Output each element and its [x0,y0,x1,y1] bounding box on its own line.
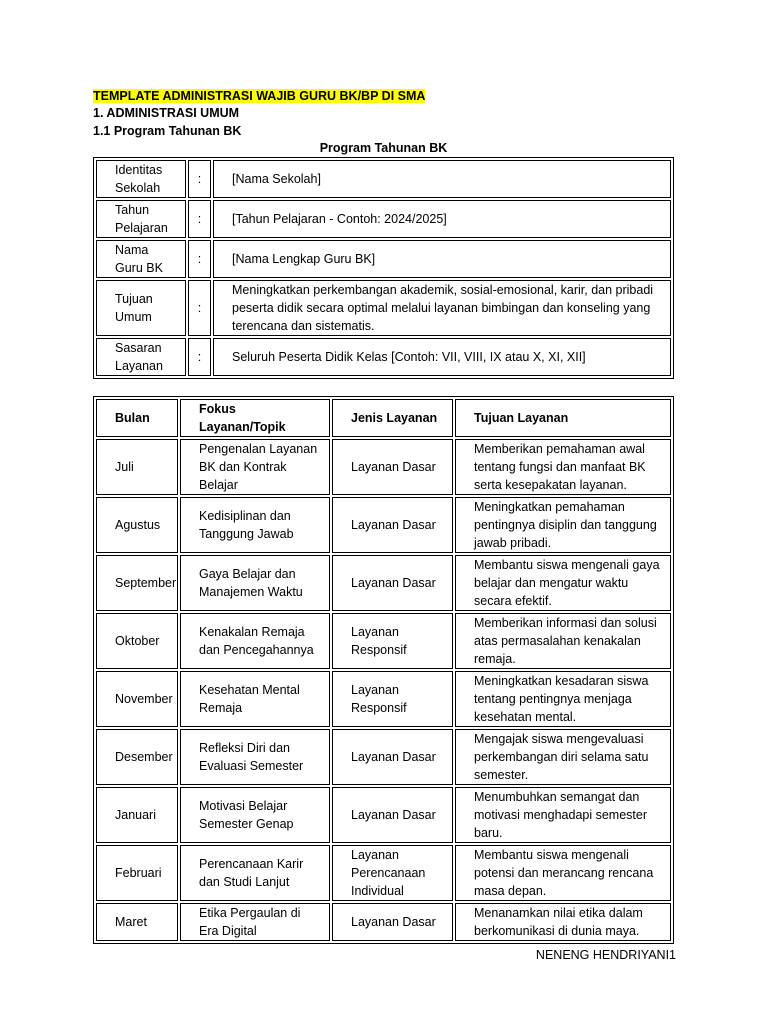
service-type-cell: Layanan Responsif [332,671,453,727]
objective-cell: Meningkatkan kesadaran siswa tentang pentingnya menjaga kesehatan mental. [455,671,671,727]
program-row [96,439,671,495]
document-title [93,88,425,104]
program-row [96,787,671,843]
program-row [96,845,671,901]
month-cell: Februari [96,845,178,901]
header-tujuan: Tujuan Layanan [455,399,671,437]
month-cell: Maret [96,903,178,941]
info-label: Nama Guru BK [96,240,186,278]
focus-cell: Etika Pergaulan di Era Digital [180,903,330,941]
info-table-body [96,160,671,376]
program-row [96,903,671,941]
service-type-cell: Layanan Dasar [332,555,453,611]
service-type-cell: Layanan Dasar [332,729,453,785]
objective-cell: Membantu siswa mengenali gaya belajar dan mengatur waktu secara efektif. [455,555,671,611]
info-colon: : [188,280,211,336]
info-value: [Nama Sekolah] [213,160,671,198]
info-label: Tujuan Umum [96,280,186,336]
program-table-header-row [96,399,671,437]
table-title: Program Tahunan BK [319,141,448,155]
objective-cell: Menanamkan nilai etika dalam berkomunikasi di dunia maya. [455,903,671,941]
info-row [96,280,671,336]
program-row [96,671,671,727]
service-type-cell: Layanan Responsif [332,613,453,669]
section-heading: 1. ADMINISTRASI UMUM [93,106,240,120]
info-colon: : [188,200,211,238]
month-cell: September [96,555,178,611]
info-value: Meningkatkan perkembangan akademik, sosial-emosional, karir, dan pribadi peserta didik secara optimal melalui layanan bimbingan dan konseling yang terencana dan sistematis. [213,280,671,336]
info-label: Identitas Sekolah [96,160,186,198]
info-colon: : [188,338,211,376]
service-type-cell: Layanan Dasar [332,497,453,553]
info-value: [Nama Lengkap Guru BK] [213,240,671,278]
focus-cell: Kedisiplinan dan Tanggung Jawab [180,497,330,553]
month-cell: Agustus [96,497,178,553]
objective-cell: Menumbuhkan semangat dan motivasi menghadapi semester baru. [455,787,671,843]
info-value: [Tahun Pelajaran - Contoh: 2024/2025] [213,200,671,238]
info-table [93,157,674,379]
header-fokus: Fokus Layanan/Topik [180,399,330,437]
focus-cell: Kenakalan Remaja dan Pencegahannya [180,613,330,669]
month-cell: Juli [96,439,178,495]
focus-cell: Pengenalan Layanan BK dan Kontrak Belajar [180,439,330,495]
program-table [93,396,674,944]
info-row [96,240,671,278]
info-value: Seluruh Peserta Didik Kelas [Contoh: VII, VIII, IX atau X, XI, XII] [213,338,671,376]
service-type-cell: Layanan Perencanaan Individual [332,845,453,901]
focus-cell: Refleksi Diri dan Evaluasi Semester [180,729,330,785]
info-row [96,200,671,238]
focus-cell: Gaya Belajar dan Manajemen Waktu [180,555,330,611]
month-cell: Januari [96,787,178,843]
header-bulan: Bulan [96,399,178,437]
program-row [96,729,671,785]
info-colon: : [188,160,211,198]
info-row [96,160,671,198]
info-row [96,338,671,376]
focus-cell: Kesehatan Mental Remaja [180,671,330,727]
footer-author: NENENG HENDRIYANI1 [535,948,676,962]
objective-cell: Membantu siswa mengenali potensi dan merancang rencana masa depan. [455,845,671,901]
info-label: Tahun Pelajaran [96,200,186,238]
program-row [96,613,671,669]
focus-cell: Motivasi Belajar Semester Genap [180,787,330,843]
subsection-heading: 1.1 Program Tahunan BK [93,124,242,138]
service-type-cell: Layanan Dasar [332,787,453,843]
objective-cell: Mengajak siswa mengevaluasi perkembangan diri selama satu semester. [455,729,671,785]
service-type-cell: Layanan Dasar [332,903,453,941]
info-colon: : [188,240,211,278]
header-jenis: Jenis Layanan [332,399,453,437]
objective-cell: Memberikan pemahaman awal tentang fungsi dan manfaat BK serta kesepakatan layanan. [455,439,671,495]
document-title-highlight: TEMPLATE ADMINISTRASI WAJIB GURU BK/BP DI SMA [93,89,426,103]
info-label: Sasaran Layanan [96,338,186,376]
program-row [96,497,671,553]
service-type-cell: Layanan Dasar [332,439,453,495]
program-table-body [96,439,671,941]
focus-cell: Perencanaan Karir dan Studi Lanjut [180,845,330,901]
month-cell: Desember [96,729,178,785]
objective-cell: Memberikan informasi dan solusi atas permasalahan kenakalan remaja. [455,613,671,669]
month-cell: Oktober [96,613,178,669]
objective-cell: Meningkatkan pemahaman pentingnya disiplin dan tanggung jawab pribadi. [455,497,671,553]
month-cell: November [96,671,178,727]
program-row [96,555,671,611]
